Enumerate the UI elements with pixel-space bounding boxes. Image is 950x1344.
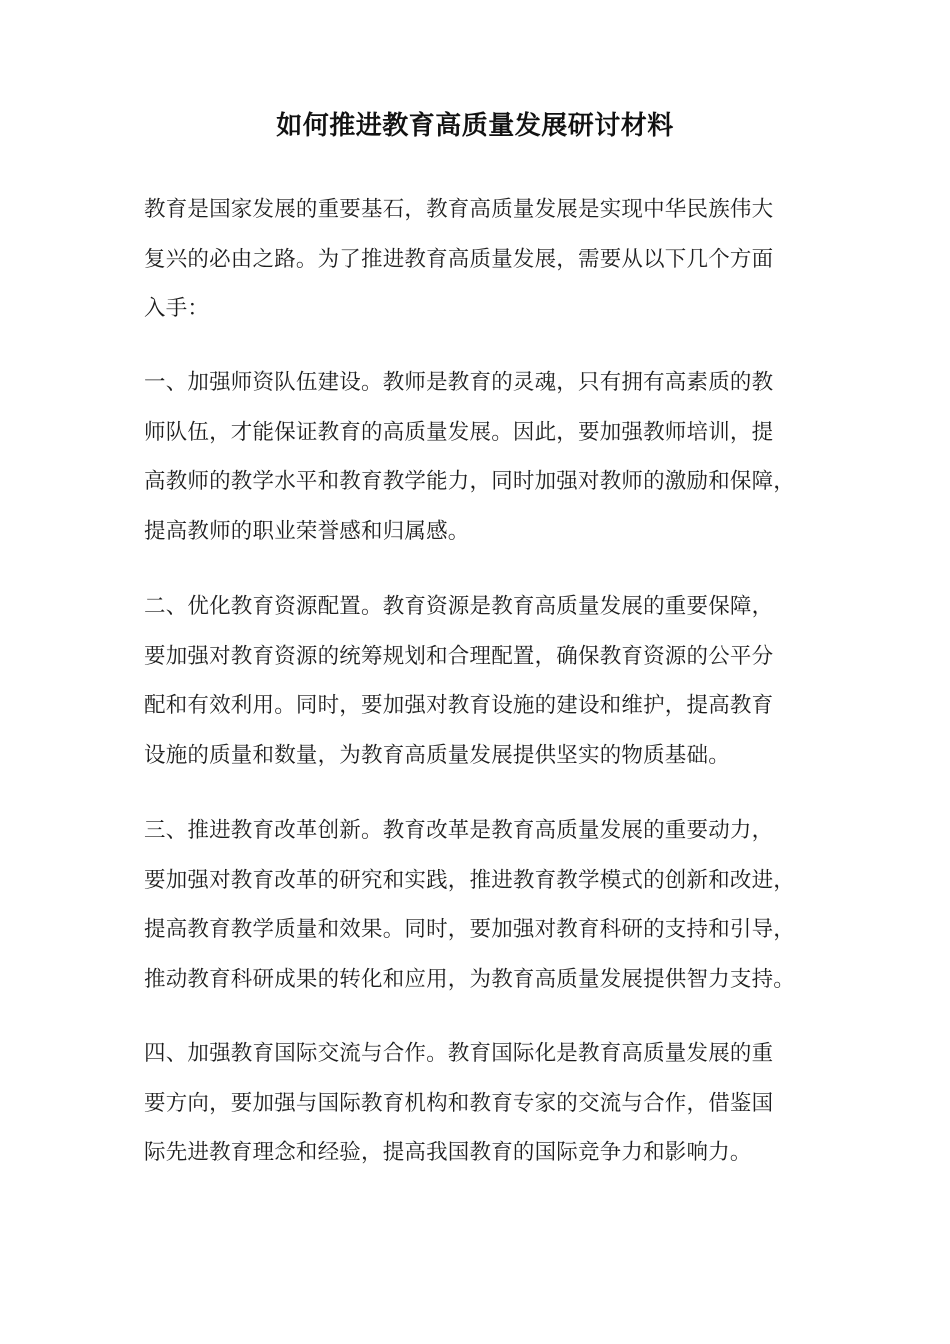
paragraph-line: 设施的质量和数量，为教育高质量发展提供坚实的物质基础。 (144, 742, 730, 768)
paragraph-line: 高教师的教学水平和教育教学能力，同时加强对教师的激励和保障， (144, 469, 796, 494)
document-title: 如何推进教育高质量发展研讨材料 (276, 111, 674, 141)
paragraph-line: 提高教师的职业荣誉感和归属感。 (144, 518, 470, 544)
section-three-paragraph (144, 806, 834, 1004)
paragraph-line: 入手： (144, 296, 210, 321)
paragraph-line: 要方向，要加强与国际教育机构和教育专家的交流与合作，借鉴国 (144, 1090, 774, 1116)
section-one-paragraph (144, 358, 834, 556)
intro-paragraph (144, 185, 834, 334)
paragraph-line: 三、推进教育改革创新。教育改革是教育高质量发展的重要动力， (144, 818, 774, 843)
paragraph-line: 要加强对教育改革的研究和实践，推进教育教学模式的创新和改进， (144, 867, 796, 893)
paragraph-line: 教育是国家发展的重要基石，教育高质量发展是实现中华民族伟大 (144, 197, 774, 222)
paragraph-line: 复兴的必由之路。为了推进教育高质量发展，需要从以下几个方面 (144, 246, 774, 272)
paragraph-line: 配和有效利用。同时，要加强对教育设施的建设和维护，提高教育 (144, 693, 774, 718)
paragraph-line: 要加强对教育资源的统筹规划和合理配置，确保教育资源的公平分 (144, 643, 774, 669)
paragraph-line: 师队伍，才能保证教育的高质量发展。因此，要加强教师培训，提 (144, 419, 774, 445)
section-two-paragraph (144, 582, 834, 780)
paragraph-line: 四、加强教育国际交流与合作。教育国际化是教育高质量发展的重 (144, 1041, 774, 1066)
paragraph-line: 提高教育教学质量和效果。同时，要加强对教育科研的支持和引导， (144, 917, 796, 942)
paragraph-line: 推动教育科研成果的转化和应用，为教育高质量发展提供智力支持。 (144, 966, 796, 992)
paragraph-line: 际先进教育理念和经验，提高我国教育的国际竞争力和影响力。 (144, 1140, 752, 1165)
paragraph-line: 一、加强师资队伍建设。教师是教育的灵魂，只有拥有高素质的教 (144, 370, 774, 395)
paragraph-line: 二、优化教育资源配置。教育资源是教育高质量发展的重要保障， (144, 594, 774, 619)
section-four-paragraph (144, 1029, 834, 1178)
